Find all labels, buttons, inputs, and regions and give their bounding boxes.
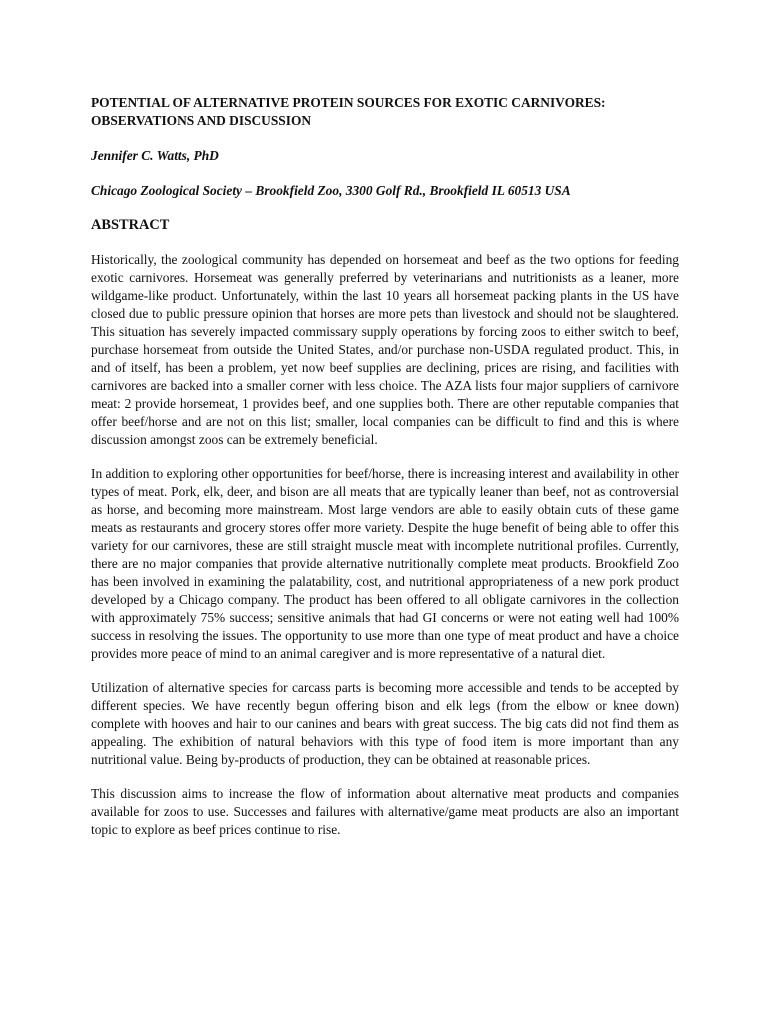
abstract-paragraph-2: In addition to exploring other opportunities for beef/horse, there is increasing interest and availability in other types of meat. Pork, elk, deer, and bison are all meats that are typically leaner than beef, not as controversial as horse, and becoming more mainstream. Most large vendors are able to easily obtain cuts of these game meats as restaurants and grocery stores offer more variety. Despite the huge benefit of being able to offer this variety for our carnivores, these are still straight muscle meat with incomplete nutritional profiles. Currently, there are no major companies that provide alternative nutritionally complete meat products. Brookfield Zoo has been involved in examining the palatability, cost, and nutritional appropriateness of a new pork product developed by a Chicago company. The product has been offered to all obligate carnivores in the collection with approximately 75% success; sensitive animals that had GI concerns or were not eating well had 100% success in resolving the issues. The opportunity to use more than one type of meat product and have a choice provides more peace of mind to an animal caregiver and is more representative of a natural diet. bbox=[91, 466, 679, 661]
document-page bbox=[91, 94, 679, 839]
author-name: Jennifer C. Watts, PhD bbox=[91, 148, 219, 163]
author-affiliation: Chicago Zoological Society – Brookfield Zoo, 3300 Golf Rd., Brookfield IL 60513 USA bbox=[91, 183, 571, 198]
abstract-paragraph-1: Historically, the zoological community has depended on horsemeat and beef as the two options for feeding exotic carnivores. Horsemeat was generally preferred by veterinarians and nutritionists as a leaner, more wildgame-like product. Unfortunately, within the last 10 years all horsemeat packing plants in the US have closed due to public pressure opinion that horses are more pets than livestock and should not be slaughtered. This situation has severely impacted commissary supply operations by forcing zoos to either switch to beef, purchase horsemeat from outside the United States, and/or purchase non-USDA regulated product. This, in and of itself, has been a problem, yet now beef supplies are declining, prices are rising, and facilities with carnivores are backed into a smaller corner with less choice. The AZA lists four major suppliers of carnivore meat: 2 provide horsemeat, 1 provides beef, and one supplies both. There are other reputable companies that offer beef/horse and are not on this list; smaller, local companies can be difficult to find and this is where discussion amongst zoos can be extremely beneficial. bbox=[91, 252, 679, 447]
paper-title: POTENTIAL OF ALTERNATIVE PROTEIN SOURCES FOR EXOTIC CARNIVORES: OBSERVATIONS AND DISCUSSION bbox=[91, 95, 606, 128]
abstract-paragraph-3: Utilization of alternative species for carcass parts is becoming more accessible and tends to be accepted by different species. We have recently begun offering bison and elk legs (from the elbow or knee down) complete with hooves and hair to our canines and bears with great success. The big cats did not find them as appealing. The exhibition of natural behaviors with this type of food item is more important than any nutritional value. Being by-products of production, they can be obtained at reasonable prices. bbox=[91, 680, 679, 767]
abstract-paragraph-4: This discussion aims to increase the flow of information about alternative meat products and companies available for zoos to use. Successes and failures with alternative/game meat products are also an important topic to explore as beef prices continue to rise. bbox=[91, 786, 679, 837]
abstract-heading: ABSTRACT bbox=[91, 217, 170, 233]
